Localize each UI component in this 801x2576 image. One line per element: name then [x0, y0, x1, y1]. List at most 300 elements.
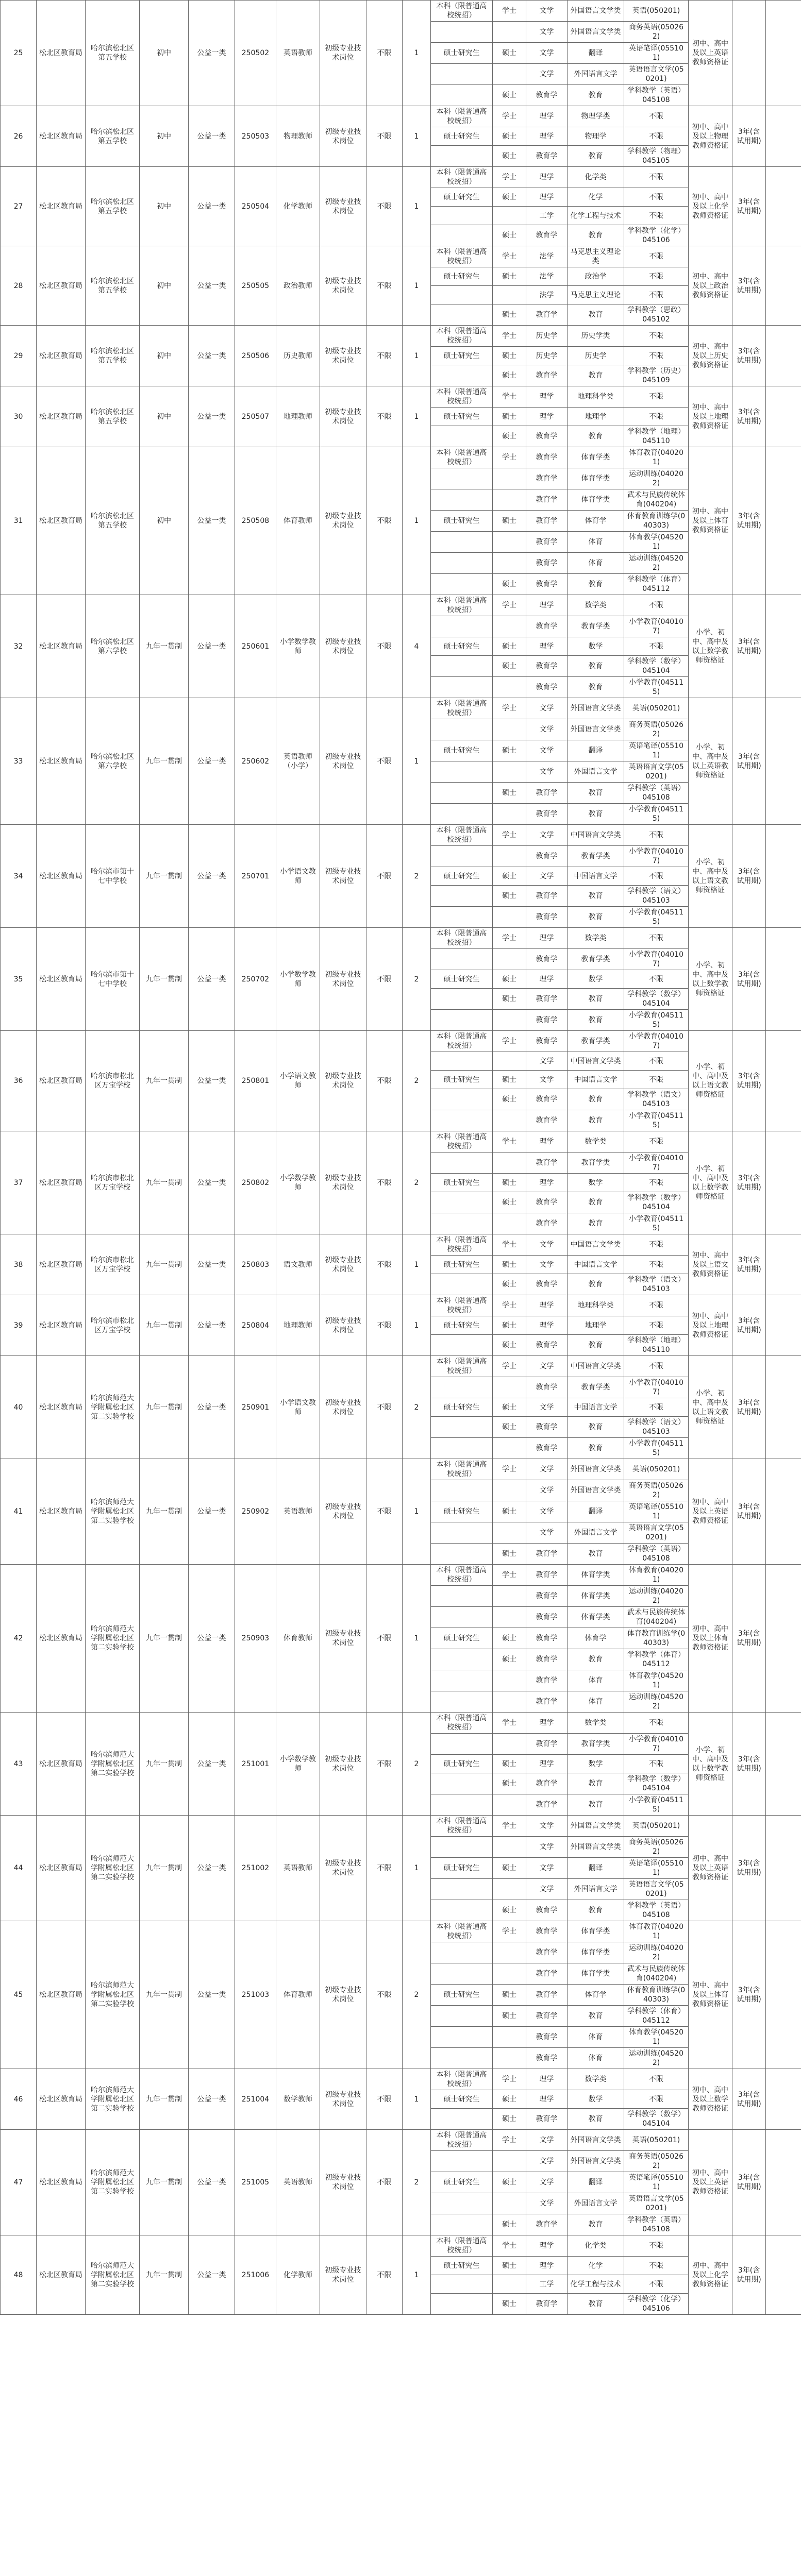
- note: [766, 1713, 801, 1816]
- department-name: 松北区教育局: [37, 2235, 86, 2315]
- degree: 硕士: [493, 146, 526, 167]
- post-type: 初级专业技术岗位: [320, 1, 366, 106]
- education-level: 硕士研究生: [431, 408, 493, 426]
- discipline-category: 教育学: [526, 1417, 568, 1438]
- table-row: [1, 326, 801, 347]
- service-term: 3年(含试用期): [732, 1031, 766, 1131]
- specific-major: 不限: [624, 106, 689, 127]
- discipline-category: 教育学: [526, 949, 568, 970]
- discipline-category: 文学: [526, 761, 568, 783]
- discipline-category: 教育学: [526, 2027, 568, 2048]
- degree: [493, 1480, 526, 1501]
- specific-major: 运动训练(045202): [624, 553, 689, 574]
- major-class: 政治学: [568, 267, 624, 286]
- post-code: 250505: [235, 246, 276, 326]
- education-level: [431, 532, 493, 553]
- major-class: 中国语言文学: [568, 1071, 624, 1089]
- service-term: 3年(含试用期): [732, 2235, 766, 2315]
- discipline-category: 教育学: [526, 1794, 568, 1816]
- major-class: 教育: [568, 804, 624, 825]
- major-class: 教育: [568, 656, 624, 677]
- education-level: [431, 719, 493, 740]
- table-row: [1, 825, 801, 846]
- education-level: [431, 989, 493, 1010]
- degree: 硕士: [493, 1900, 526, 1921]
- degree: 硕士: [493, 408, 526, 426]
- post-code: 250901: [235, 1356, 276, 1459]
- department-name: 松北区教育局: [37, 1816, 86, 1921]
- post-type: 初级专业技术岗位: [320, 1921, 366, 2069]
- education-level: 硕士研究生: [431, 43, 493, 64]
- degree: 硕士: [493, 85, 526, 106]
- specific-major: 小学教育(045115): [624, 804, 689, 825]
- degree: 硕士: [493, 1089, 526, 1110]
- unit-name: 哈尔滨松北区第五学校: [86, 386, 140, 447]
- discipline-category: 理学: [526, 2235, 568, 2257]
- major-class: 翻译: [568, 2172, 624, 2193]
- table-row: [1, 1816, 801, 1837]
- unit-category: 公益一类: [189, 1295, 235, 1356]
- discipline-category: 教育学: [526, 511, 568, 532]
- major-class: 教育: [568, 2294, 624, 2315]
- unit-category: 公益一类: [189, 1713, 235, 1816]
- education-level: 本科（限普通高校统招）: [431, 106, 493, 127]
- education-level: [431, 1089, 493, 1110]
- unit-category: 公益一类: [189, 2130, 235, 2235]
- specific-major: 英语笔译(055101): [624, 1858, 689, 1879]
- education-level: [431, 553, 493, 574]
- service-term: 3年(含试用期): [732, 246, 766, 326]
- post-type: 初级专业技术岗位: [320, 825, 366, 928]
- discipline-category: 教育学: [526, 907, 568, 928]
- post-name: 英语教师: [276, 2130, 320, 2235]
- service-term: 3年(含试用期): [732, 1234, 766, 1295]
- unit-name: 哈尔滨松北区第五学校: [86, 1, 140, 106]
- specific-major: 学科教学（化学）045106: [624, 2294, 689, 2315]
- unit-category: 公益一类: [189, 1234, 235, 1295]
- major-class: 中国语言文学: [568, 867, 624, 886]
- unit-name: 哈尔滨市第十七中学校: [86, 825, 140, 928]
- table-row: [1, 1713, 801, 1734]
- specific-major: 不限: [624, 1713, 689, 1734]
- unit-name: 哈尔滨市松北区万宝学校: [86, 1131, 140, 1234]
- major-class: 教育学类: [568, 949, 624, 970]
- service-term: 3年(含试用期): [732, 167, 766, 246]
- service-term: 3年(含试用期): [732, 1459, 766, 1565]
- table-row: [1, 1565, 801, 1586]
- note: [766, 698, 801, 825]
- post-type: 初级专业技术岗位: [320, 698, 366, 825]
- department-name: 松北区教育局: [37, 698, 86, 825]
- unit-category: 公益一类: [189, 1356, 235, 1459]
- major-class: 教育: [568, 1274, 624, 1295]
- education-level: [431, 1480, 493, 1501]
- discipline-category: 教育学: [526, 426, 568, 447]
- major-class: 历史学: [568, 347, 624, 365]
- discipline-category: 教育学: [526, 2006, 568, 2027]
- post-type: 初级专业技术岗位: [320, 106, 366, 167]
- specific-major: 不限: [624, 1052, 689, 1071]
- post-name: 化学教师: [276, 167, 320, 246]
- major-class: 数学: [568, 1755, 624, 1773]
- degree: [493, 532, 526, 553]
- certificate-requirement: 初中、高中及以上物理教师资格证: [689, 106, 732, 167]
- discipline-category: 文学: [526, 1480, 568, 1501]
- education-level: [431, 1153, 493, 1174]
- post-code: 250702: [235, 928, 276, 1031]
- education-level: 硕士研究生: [431, 1755, 493, 1773]
- education-level: 硕士研究生: [431, 127, 493, 146]
- post-code: 250601: [235, 595, 276, 698]
- hire-count: 2: [403, 1921, 431, 2069]
- department-name: 松北区教育局: [37, 1031, 86, 1131]
- discipline-category: 理学: [526, 970, 568, 989]
- specific-major: 不限: [624, 1174, 689, 1192]
- unit-name: 哈尔滨师范大学附属松北区第二实验学校: [86, 2235, 140, 2315]
- degree: 硕士: [493, 1256, 526, 1274]
- major-class: 翻译: [568, 1858, 624, 1879]
- major-class: 体育学: [568, 1985, 624, 2006]
- education-level: [431, 1773, 493, 1794]
- education-level: [431, 2006, 493, 2027]
- major-class: 外国语言文学: [568, 761, 624, 783]
- degree: 学士: [493, 246, 526, 267]
- degree: 硕士: [493, 970, 526, 989]
- discipline-category: 教育学: [526, 447, 568, 468]
- degree: 学士: [493, 2235, 526, 2257]
- table-row: [1, 1131, 801, 1153]
- school-level: 九年一贯制: [140, 2130, 189, 2235]
- table-row: [1, 386, 801, 408]
- major-class: 数学: [568, 970, 624, 989]
- major-class: 教育: [568, 1773, 624, 1794]
- education-level: [431, 426, 493, 447]
- household-requirement: 不限: [366, 167, 403, 246]
- education-level: 本科（限普通高校统招）: [431, 698, 493, 719]
- post-name: 英语教师: [276, 1, 320, 106]
- education-level: [431, 1586, 493, 1607]
- discipline-category: 教育学: [526, 656, 568, 677]
- department-name: 松北区教育局: [37, 595, 86, 698]
- specific-major: 商务英语(050262): [624, 1837, 689, 1858]
- major-class: 化学类: [568, 2235, 624, 2257]
- post-code: 250503: [235, 106, 276, 167]
- certificate-requirement: 初中、高中及以上地理教师资格证: [689, 1295, 732, 1356]
- specific-major: 体育教育(040201): [624, 1921, 689, 1942]
- discipline-category: 文学: [526, 1816, 568, 1837]
- major-class: 数学: [568, 1174, 624, 1192]
- degree: [493, 468, 526, 489]
- major-class: 教育: [568, 907, 624, 928]
- specific-major: 学科教学（历史）045109: [624, 365, 689, 386]
- specific-major: 不限: [624, 1295, 689, 1316]
- specific-major: 学科教学（英语）045108: [624, 2214, 689, 2235]
- education-level: 硕士研究生: [431, 1174, 493, 1192]
- unit-name: 哈尔滨师范大学附属松北区第二实验学校: [86, 1565, 140, 1713]
- household-requirement: 不限: [366, 698, 403, 825]
- education-level: [431, 2109, 493, 2130]
- discipline-category: 理学: [526, 2069, 568, 2090]
- table-row: [1, 246, 801, 267]
- major-class: 教育: [568, 1110, 624, 1131]
- post-name: 英语教师: [276, 1816, 320, 1921]
- major-class: 体育学类: [568, 489, 624, 511]
- post-number: 26: [1, 106, 37, 167]
- major-class: 地理科学类: [568, 386, 624, 408]
- major-class: 教育: [568, 146, 624, 167]
- post-type: 初级专业技术岗位: [320, 595, 366, 698]
- department-name: 松北区教育局: [37, 2130, 86, 2235]
- major-class: 教育: [568, 989, 624, 1010]
- education-level: [431, 2193, 493, 2214]
- post-number: 36: [1, 1031, 37, 1131]
- discipline-category: 教育学: [526, 1377, 568, 1398]
- hire-count: 1: [403, 326, 431, 386]
- department-name: 松北区教育局: [37, 2069, 86, 2130]
- department-name: 松北区教育局: [37, 326, 86, 386]
- degree: 学士: [493, 1131, 526, 1153]
- education-level: [431, 365, 493, 386]
- degree: [493, 804, 526, 825]
- specific-major: 体育教学(045201): [624, 1670, 689, 1691]
- discipline-category: 文学: [526, 1256, 568, 1274]
- post-number: 47: [1, 2130, 37, 2235]
- degree: 硕士: [493, 989, 526, 1010]
- discipline-category: 教育学: [526, 783, 568, 804]
- school-level: 初中: [140, 246, 189, 326]
- post-code: 250507: [235, 386, 276, 447]
- degree: 硕士: [493, 511, 526, 532]
- table-row: [1, 928, 801, 949]
- education-level: 本科（限普通高校统招）: [431, 1031, 493, 1052]
- specific-major: 不限: [624, 825, 689, 846]
- education-level: [431, 804, 493, 825]
- education-level: 本科（限普通高校统招）: [431, 2235, 493, 2257]
- post-type: 初级专业技术岗位: [320, 1295, 366, 1356]
- hire-count: 2: [403, 928, 431, 1031]
- post-code: 250502: [235, 1, 276, 106]
- specific-major: 不限: [624, 286, 689, 304]
- education-level: 本科（限普通高校统招）: [431, 1356, 493, 1377]
- education-level: 本科（限普通高校统招）: [431, 1565, 493, 1586]
- degree: 学士: [493, 167, 526, 188]
- specific-major: 学科教学（数学）045104: [624, 1192, 689, 1213]
- school-level: 九年一贯制: [140, 1295, 189, 1356]
- specific-major: 不限: [624, 1356, 689, 1377]
- certificate-requirement: 小学、初中、高中及以上英语教师资格证: [689, 698, 732, 825]
- household-requirement: 不限: [366, 1816, 403, 1921]
- post-number: 32: [1, 595, 37, 698]
- post-number: 48: [1, 2235, 37, 2315]
- discipline-category: 文学: [526, 2172, 568, 2193]
- specific-major: 不限: [624, 1071, 689, 1089]
- degree: 硕士: [493, 365, 526, 386]
- major-class: 外国语言文学: [568, 1522, 624, 1544]
- education-level: [431, 468, 493, 489]
- specific-major: 英语(050201): [624, 1, 689, 22]
- hire-count: 2: [403, 2130, 431, 2235]
- specific-major: 学科教学（数学）045104: [624, 989, 689, 1010]
- school-level: 九年一贯制: [140, 1459, 189, 1565]
- specific-major: 英语笔译(055101): [624, 2172, 689, 2193]
- service-term: 3年(含试用期): [732, 1713, 766, 1816]
- degree: [493, 22, 526, 43]
- major-class: 教育: [568, 1213, 624, 1234]
- school-level: 九年一贯制: [140, 1356, 189, 1459]
- post-name: 英语教师: [276, 1459, 320, 1565]
- education-level: [431, 1417, 493, 1438]
- post-name: 体育教师: [276, 1565, 320, 1713]
- discipline-category: 教育学: [526, 1153, 568, 1174]
- household-requirement: 不限: [366, 326, 403, 386]
- discipline-category: 教育学: [526, 1213, 568, 1234]
- department-name: 松北区教育局: [37, 1356, 86, 1459]
- household-requirement: 不限: [366, 1565, 403, 1713]
- unit-category: 公益一类: [189, 2069, 235, 2130]
- specific-major: 不限: [624, 595, 689, 616]
- degree: 硕士: [493, 574, 526, 595]
- post-code: 250508: [235, 447, 276, 595]
- unit-category: 公益一类: [189, 246, 235, 326]
- household-requirement: 不限: [366, 1356, 403, 1459]
- discipline-category: 教育学: [526, 1586, 568, 1607]
- certificate-requirement: 小学、初中、高中及以上数学教师资格证: [689, 1713, 732, 1816]
- education-level: [431, 304, 493, 326]
- degree: [493, 1110, 526, 1131]
- hire-count: 1: [403, 698, 431, 825]
- education-level: [431, 1110, 493, 1131]
- discipline-category: 历史学: [526, 326, 568, 347]
- post-code: 250504: [235, 167, 276, 246]
- major-class: 体育学类: [568, 1586, 624, 1607]
- certificate-requirement: 初中、高中及以上语文教师资格证: [689, 1234, 732, 1295]
- school-level: 初中: [140, 1, 189, 106]
- major-class: 化学: [568, 2257, 624, 2275]
- certificate-requirement: 小学、初中、高中及以上数学教师资格证: [689, 595, 732, 698]
- education-level: [431, 783, 493, 804]
- discipline-category: 教育学: [526, 1010, 568, 1031]
- household-requirement: 不限: [366, 2130, 403, 2235]
- table-row: [1, 447, 801, 468]
- discipline-category: 文学: [526, 1837, 568, 1858]
- table-row: [1, 1234, 801, 1256]
- post-number: 37: [1, 1131, 37, 1234]
- post-type: 初级专业技术岗位: [320, 1565, 366, 1713]
- education-level: [431, 2294, 493, 2315]
- discipline-category: 理学: [526, 1316, 568, 1335]
- specific-major: 小学教育(045115): [624, 1438, 689, 1459]
- degree: 硕士: [493, 1755, 526, 1773]
- household-requirement: 不限: [366, 1131, 403, 1234]
- discipline-category: 教育学: [526, 1544, 568, 1565]
- post-number: 29: [1, 326, 37, 386]
- specific-major: 小学教育(040107): [624, 1031, 689, 1052]
- discipline-category: 教育学: [526, 616, 568, 637]
- table-body: [1, 1, 801, 2315]
- discipline-category: 文学: [526, 2193, 568, 2214]
- specific-major: 不限: [624, 867, 689, 886]
- specific-major: 不限: [624, 2090, 689, 2109]
- education-level: 本科（限普通高校统招）: [431, 1131, 493, 1153]
- discipline-category: 教育学: [526, 989, 568, 1010]
- major-class: 教育: [568, 1335, 624, 1356]
- degree: 学士: [493, 326, 526, 347]
- discipline-category: 教育学: [526, 146, 568, 167]
- degree: 学士: [493, 1459, 526, 1480]
- education-level: [431, 1274, 493, 1295]
- discipline-category: 工学: [526, 207, 568, 225]
- specific-major: 不限: [624, 2257, 689, 2275]
- school-level: 九年一贯制: [140, 1713, 189, 1816]
- department-name: 松北区教育局: [37, 1565, 86, 1713]
- degree: [493, 846, 526, 867]
- specific-major: 英语语言文学(050201): [624, 761, 689, 783]
- specific-major: 不限: [624, 267, 689, 286]
- major-class: 外国语言文学类: [568, 2130, 624, 2151]
- unit-category: 公益一类: [189, 928, 235, 1031]
- unit-name: 哈尔滨市松北区万宝学校: [86, 1234, 140, 1295]
- education-level: 硕士研究生: [431, 2257, 493, 2275]
- specific-major: 武术与民族传统体育(040204): [624, 1963, 689, 1985]
- note: [766, 1234, 801, 1295]
- certificate-requirement: 小学、初中、高中及以上数学教师资格证: [689, 928, 732, 1031]
- post-number: 38: [1, 1234, 37, 1295]
- hire-count: 1: [403, 2069, 431, 2130]
- post-number: 42: [1, 1565, 37, 1713]
- education-level: [431, 2048, 493, 2069]
- degree: 硕士: [493, 2214, 526, 2235]
- certificate-requirement: 小学、初中、高中及以上语文教师资格证: [689, 1031, 732, 1131]
- specific-major: 体育教育训练学(040303): [624, 1628, 689, 1649]
- degree: 学士: [493, 1816, 526, 1837]
- education-level: [431, 207, 493, 225]
- education-level: 硕士研究生: [431, 2090, 493, 2109]
- degree: 硕士: [493, 1628, 526, 1649]
- specific-major: 学科教学（体育）045112: [624, 2006, 689, 2027]
- education-level: [431, 1837, 493, 1858]
- note: [766, 1565, 801, 1713]
- discipline-category: 理学: [526, 1131, 568, 1153]
- discipline-category: 文学: [526, 1, 568, 22]
- post-number: 27: [1, 167, 37, 246]
- education-level: [431, 489, 493, 511]
- service-term: 3年(含试用期): [732, 825, 766, 928]
- education-level: 硕士研究生: [431, 1398, 493, 1417]
- unit-category: 公益一类: [189, 2235, 235, 2315]
- education-level: [431, 1670, 493, 1691]
- specific-major: 学科教学（英语）045108: [624, 1900, 689, 1921]
- specific-major: 体育教学(045201): [624, 2027, 689, 2048]
- unit-category: 公益一类: [189, 106, 235, 167]
- specific-major: 运动训练(045202): [624, 2048, 689, 2069]
- post-number: 43: [1, 1713, 37, 1816]
- post-type: 初级专业技术岗位: [320, 167, 366, 246]
- major-class: 教育学类: [568, 846, 624, 867]
- major-class: 体育学: [568, 1628, 624, 1649]
- discipline-category: 教育学: [526, 1438, 568, 1459]
- discipline-category: 教育学: [526, 2294, 568, 2315]
- specific-major: 英语笔译(055101): [624, 740, 689, 761]
- degree: 硕士: [493, 225, 526, 246]
- household-requirement: 不限: [366, 447, 403, 595]
- post-type: 初级专业技术岗位: [320, 1816, 366, 1921]
- education-level: 硕士研究生: [431, 1985, 493, 2006]
- major-class: 教育: [568, 225, 624, 246]
- discipline-category: 教育学: [526, 85, 568, 106]
- degree: [493, 1879, 526, 1900]
- education-level: 本科（限普通高校统招）: [431, 326, 493, 347]
- degree: 硕士: [493, 2090, 526, 2109]
